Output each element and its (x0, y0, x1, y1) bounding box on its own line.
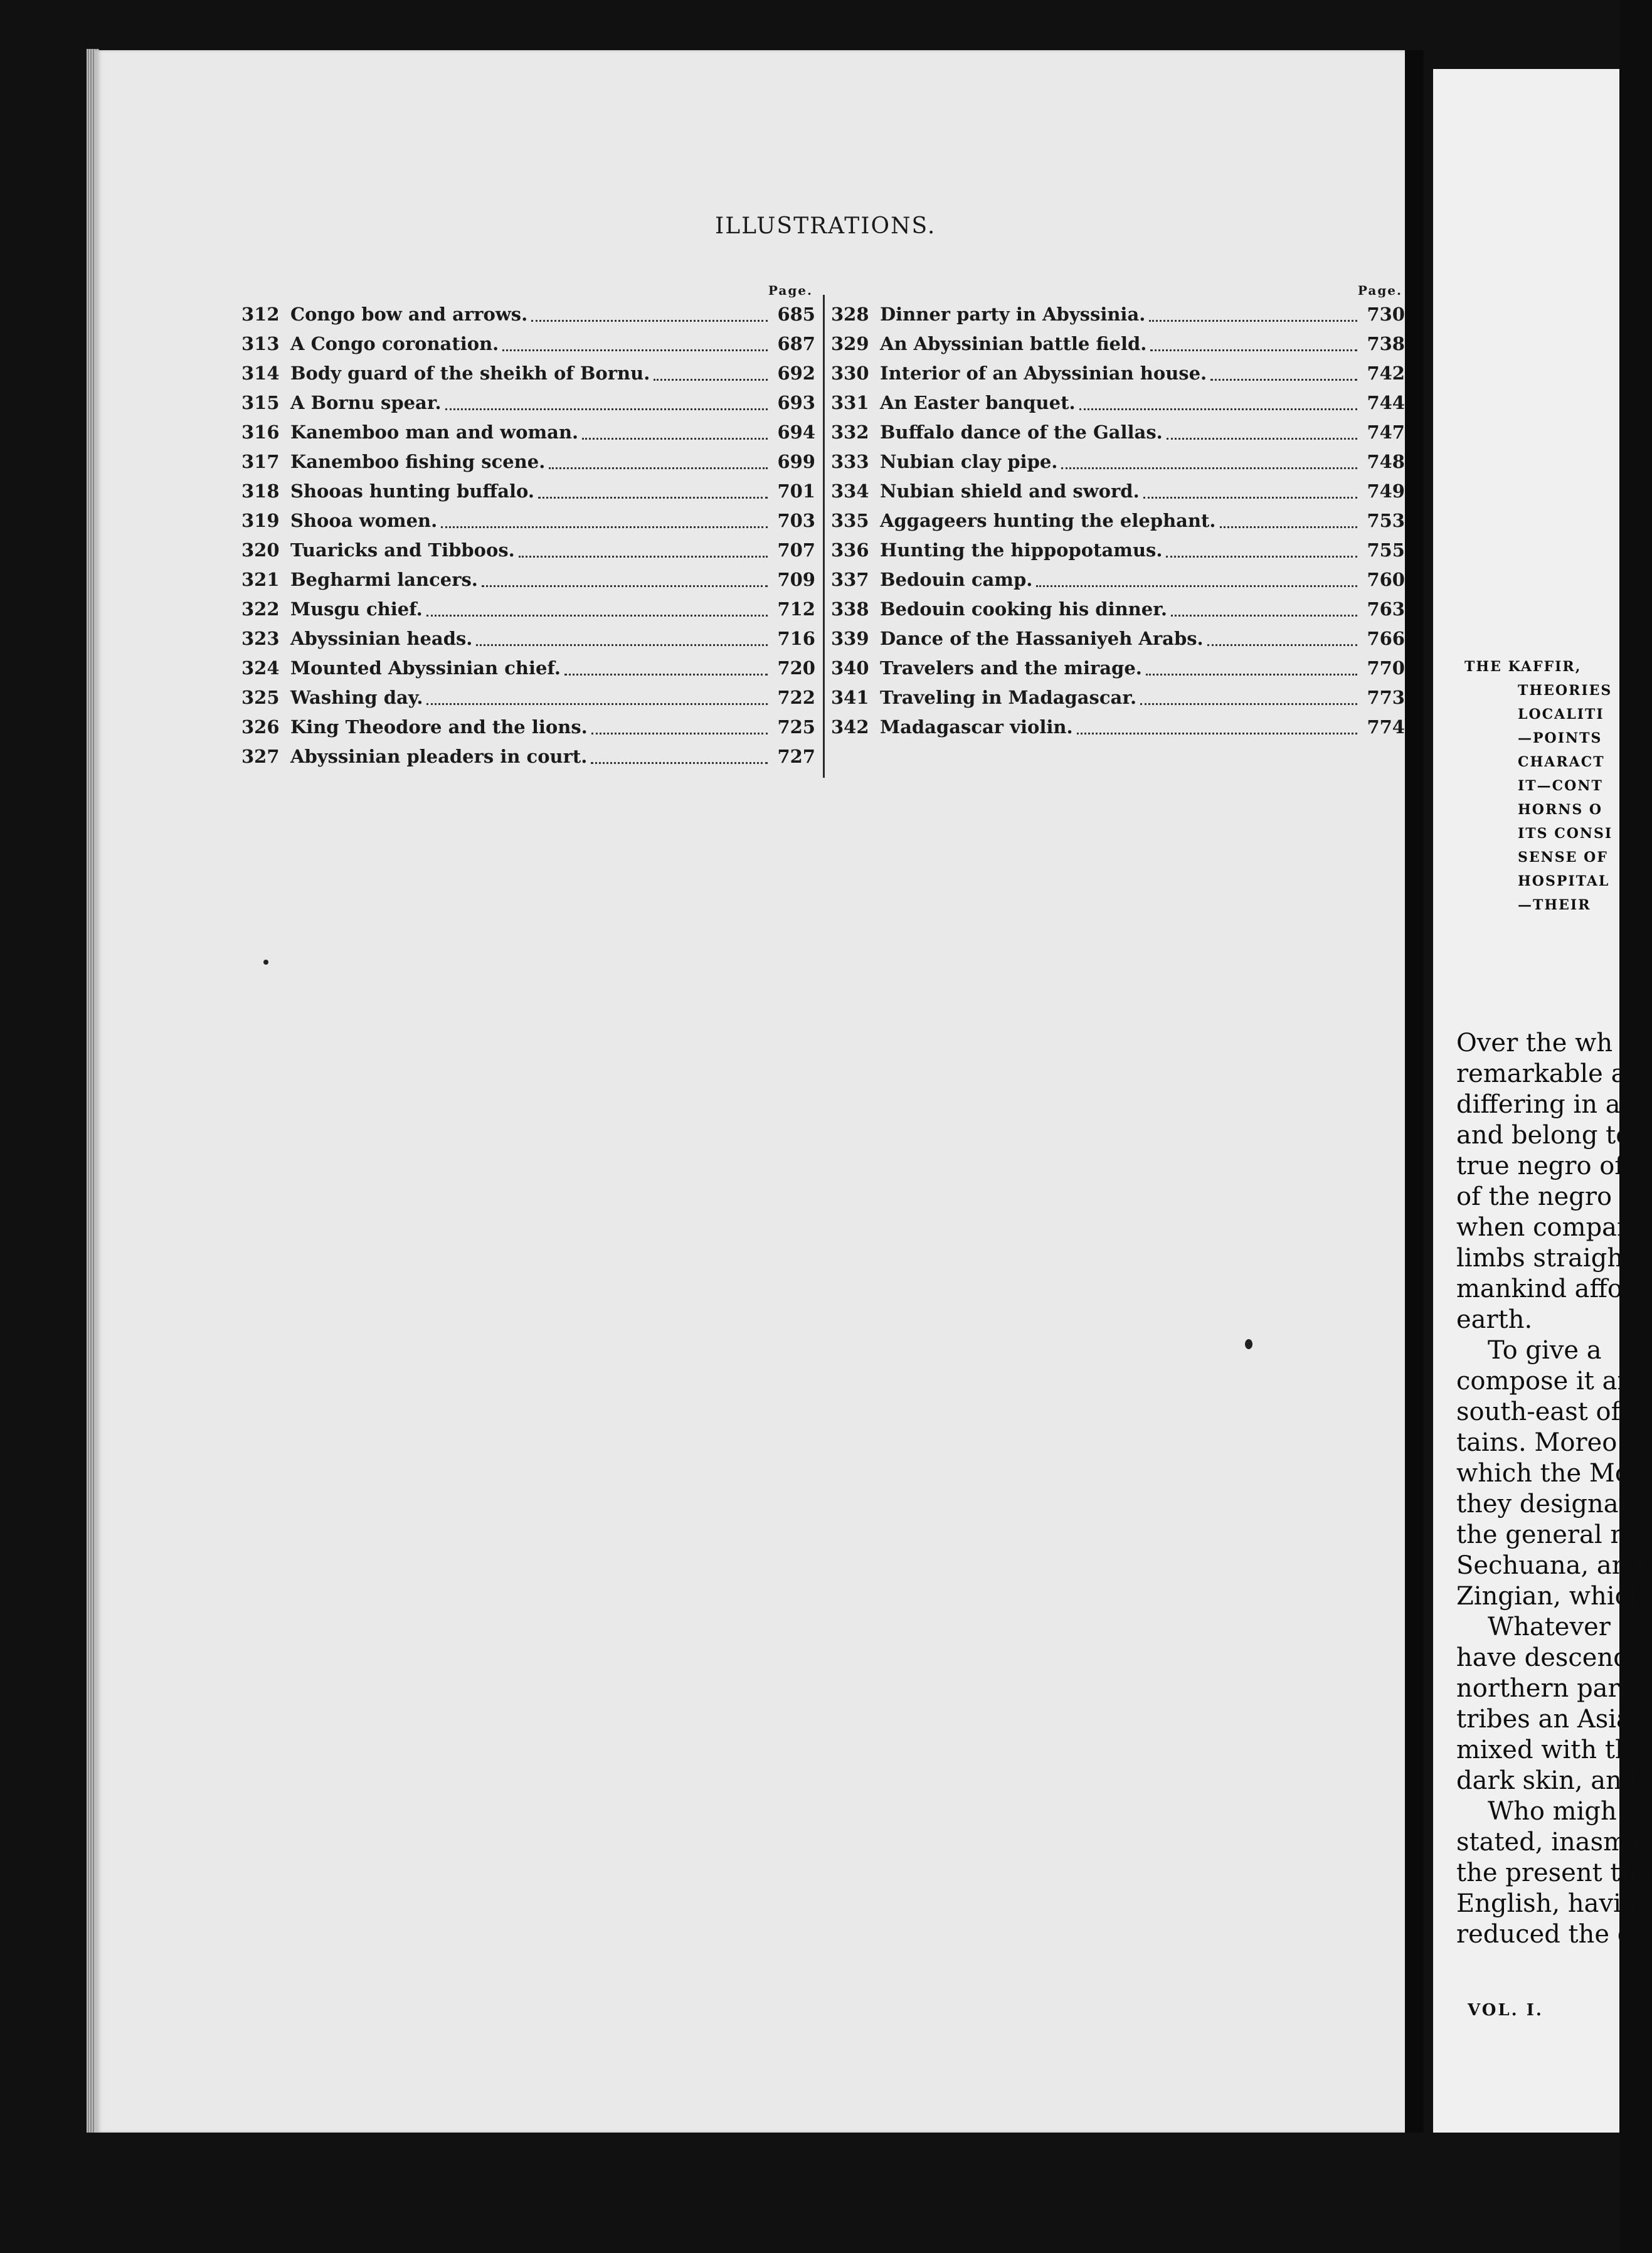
illustration-title: A Congo coronation. (290, 333, 499, 354)
body-line: Over the wh (1456, 1029, 1613, 1058)
volume-footer: VOL. I. (1468, 2001, 1543, 2020)
illustration-entry (831, 359, 1405, 388)
dot-leader (591, 733, 768, 734)
body-line: differing in a (1456, 1090, 1621, 1119)
body-line: the present tim (1456, 1858, 1652, 1887)
body-line: To give a (1488, 1336, 1602, 1365)
illustration-entry (241, 447, 815, 477)
dot-leader (1149, 320, 1357, 322)
illustration-page: 747 (1367, 421, 1405, 443)
body-line: south-east of (1456, 1397, 1621, 1426)
illustration-title: Begharmi lancers. (290, 569, 478, 590)
illustration-entry (831, 447, 1405, 477)
scan-speck (1245, 1339, 1252, 1349)
illustration-title: Shooa women. (290, 510, 438, 531)
illustration-title: Bedouin camp. (880, 569, 1033, 590)
illustration-title: Bedouin cooking his dinner. (880, 598, 1167, 620)
illustration-entry (241, 713, 815, 742)
illustration-title: Shooas hunting buffalo. (290, 480, 534, 502)
illustration-number: 319 (241, 510, 280, 531)
illustration-page: 712 (777, 598, 815, 620)
illustration-number: 323 (241, 628, 280, 649)
body-line: Who migh (1488, 1797, 1617, 1826)
body-line: have descende (1456, 1643, 1644, 1672)
illustration-page: 692 (777, 363, 815, 384)
body-line: English, havin (1456, 1889, 1638, 1918)
illustration-entry (241, 300, 815, 329)
summary-line: IT—CONT (1518, 778, 1603, 794)
illustration-number: 331 (831, 392, 869, 413)
illustration-entry (831, 477, 1405, 506)
illustration-page: 766 (1367, 628, 1405, 649)
illustration-number: 328 (831, 304, 869, 325)
illustration-entry (241, 654, 815, 683)
illustration-title: Aggageers hunting the elephant. (880, 510, 1216, 531)
body-line: mankind affor (1456, 1275, 1635, 1303)
illustration-page: 699 (777, 451, 815, 472)
illustration-entry (831, 418, 1405, 447)
gutter (1405, 50, 1424, 2133)
illustration-title: Travelers and the mirage. (880, 657, 1142, 679)
chapter-heading: THE KAFFIR, (1464, 659, 1582, 675)
illustration-number: 333 (831, 451, 869, 472)
dot-leader (482, 585, 768, 587)
illustration-page: 725 (777, 716, 815, 738)
illustration-page: 693 (777, 392, 815, 413)
illustration-number: 341 (831, 687, 869, 708)
illustration-number: 326 (241, 716, 280, 738)
illustration-title: Nubian shield and sword. (880, 480, 1140, 502)
illustration-number: 332 (831, 421, 869, 443)
body-line: northern parts (1456, 1674, 1643, 1703)
illustration-entry (241, 536, 815, 565)
illustration-entry (831, 683, 1405, 713)
illustration-page: 738 (1367, 333, 1405, 354)
illustration-number: 334 (831, 480, 869, 502)
illustration-page: 703 (777, 510, 815, 531)
body-line: tribes an Asia (1456, 1705, 1631, 1734)
illustration-title: A Bornu spear. (290, 392, 442, 413)
summary-line: ITS CONSI (1518, 825, 1613, 842)
illustration-number: 337 (831, 569, 869, 590)
illustration-page: 707 (777, 539, 815, 561)
illustration-page: 749 (1367, 480, 1405, 502)
illustration-entry (241, 624, 815, 654)
page-column-header: Page. (1357, 283, 1402, 298)
illustration-page: 748 (1367, 451, 1405, 472)
page-column-header: Page. (768, 283, 813, 298)
summary-line: HOSPITAL (1518, 873, 1610, 889)
illustration-entry (831, 654, 1405, 683)
illustration-page: 701 (777, 480, 815, 502)
body-line: and belong to (1456, 1121, 1631, 1150)
illustration-page: 727 (777, 746, 815, 767)
illustration-entry (241, 595, 815, 624)
dot-leader (519, 556, 768, 558)
illustration-title: Body guard of the sheikh of Bornu. (290, 363, 650, 384)
illustration-title: Abyssinian pleaders in court. (290, 746, 588, 767)
dot-leader (564, 674, 768, 676)
illustration-entry (241, 683, 815, 713)
body-line: earth. (1456, 1305, 1533, 1334)
illustration-page: 720 (777, 657, 815, 679)
dot-leader (1143, 497, 1357, 499)
body-line: true negro of (1456, 1152, 1624, 1180)
illustration-number: 336 (831, 539, 869, 561)
body-line: remarkable a (1456, 1059, 1626, 1088)
dot-leader (1220, 526, 1357, 528)
dot-leader (1077, 733, 1357, 734)
illustration-page: 763 (1367, 598, 1405, 620)
illustration-page: 730 (1367, 304, 1405, 325)
dot-leader (1171, 615, 1357, 617)
illustration-page: 753 (1367, 510, 1405, 531)
illustration-entry (831, 624, 1405, 654)
body-line: tains. Moreo (1456, 1428, 1618, 1457)
illustration-title: Musgu chief. (290, 598, 423, 620)
illustration-page: 755 (1367, 539, 1405, 561)
illustration-title: Interior of an Abyssinian house. (880, 363, 1207, 384)
illustration-title: Kanemboo man and woman. (290, 421, 579, 443)
illustration-title: King Theodore and the lions. (290, 716, 588, 738)
illustration-page: 716 (777, 628, 815, 649)
summary-line: CHARACT (1518, 754, 1605, 770)
body-line: Sechuana, and (1456, 1551, 1644, 1580)
illustration-title: An Easter banquet. (880, 392, 1076, 413)
dot-leader (502, 349, 768, 351)
illustration-entry (831, 300, 1405, 329)
body-line: which the Mo (1456, 1459, 1630, 1488)
body-line: limbs straight (1456, 1244, 1634, 1273)
column-divider (823, 295, 825, 778)
dot-leader (1140, 703, 1357, 705)
illustration-entry (831, 388, 1405, 418)
illustration-number: 335 (831, 510, 869, 531)
illustration-page: 687 (777, 333, 815, 354)
body-line: the general n (1456, 1520, 1627, 1549)
illustration-number: 320 (241, 539, 280, 561)
body-line: compose it are (1456, 1367, 1644, 1396)
dot-leader (1150, 349, 1357, 351)
illustration-entry (241, 418, 815, 447)
illustration-title: An Abyssinian battle field. (880, 333, 1147, 354)
dot-leader (476, 644, 768, 646)
illustration-title: Abyssinian heads. (290, 628, 473, 649)
body-line: when compar (1456, 1213, 1629, 1242)
summary-line: HORNS O (1518, 802, 1603, 818)
illustration-page: 774 (1367, 716, 1405, 738)
dot-leader (582, 438, 768, 440)
dot-leader (445, 408, 768, 410)
summary-line: LOCALITI (1518, 706, 1604, 723)
illustration-page: 685 (777, 304, 815, 325)
dot-leader (426, 615, 768, 617)
body-line: mixed with th (1456, 1736, 1631, 1764)
dot-leader (441, 526, 768, 528)
body-line: dark skin, and (1456, 1766, 1638, 1795)
illustration-title: Buffalo dance of the Gallas. (880, 421, 1163, 443)
illustration-entry (241, 388, 815, 418)
illustration-title: Washing day. (290, 687, 423, 708)
illustration-entry (831, 713, 1405, 742)
illustration-title: Mounted Abyssinian chief. (290, 657, 561, 679)
summary-line: —POINTS (1518, 730, 1602, 746)
dot-leader (1061, 467, 1357, 469)
illustration-entry (241, 329, 815, 359)
illustrations-list-right (831, 281, 1405, 742)
illustration-number: 321 (241, 569, 280, 590)
illustration-number: 340 (831, 657, 869, 679)
dot-leader (426, 703, 768, 705)
illustration-number: 325 (241, 687, 280, 708)
illustration-page: 773 (1367, 687, 1405, 708)
illustration-entry (241, 742, 815, 771)
dot-leader (1167, 438, 1357, 440)
dot-leader (1210, 379, 1357, 381)
illustration-number: 329 (831, 333, 869, 354)
dot-leader (1207, 644, 1357, 646)
illustrations-list-left (241, 281, 815, 771)
summary-line: SENSE OF (1518, 849, 1608, 866)
illustration-number: 339 (831, 628, 869, 649)
illustration-number: 314 (241, 363, 280, 384)
illustration-page: 742 (1367, 363, 1405, 384)
illustration-title: Hunting the hippopotamus. (880, 539, 1163, 561)
illustration-number: 327 (241, 746, 280, 767)
illustration-page: 760 (1367, 569, 1405, 590)
body-line: of the negro ; (1456, 1182, 1629, 1211)
illustration-number: 316 (241, 421, 280, 443)
illustration-title: Tuaricks and Tibboos. (290, 539, 515, 561)
illustration-entry (831, 565, 1405, 595)
dot-leader (1166, 556, 1357, 558)
illustration-page: 722 (777, 687, 815, 708)
illustration-page: 694 (777, 421, 815, 443)
illustration-entry (831, 595, 1405, 624)
illustration-entry (241, 359, 815, 388)
dot-leader (531, 320, 768, 322)
illustration-number: 338 (831, 598, 869, 620)
illustration-entry (241, 506, 815, 536)
illustration-page: 709 (777, 569, 815, 590)
illustration-page: 770 (1367, 657, 1405, 679)
dot-leader (591, 762, 768, 764)
illustration-entry (831, 506, 1405, 536)
illustration-number: 324 (241, 657, 280, 679)
dot-leader (654, 379, 768, 381)
illustration-title: Nubian clay pipe. (880, 451, 1058, 472)
scan-speck (263, 960, 268, 965)
illustration-entry (241, 565, 815, 595)
illustration-page: 744 (1367, 392, 1405, 413)
illustration-entry (831, 536, 1405, 565)
illustration-number: 342 (831, 716, 869, 738)
illustration-title: Dinner party in Abyssinia. (880, 304, 1146, 325)
dot-leader (1036, 585, 1357, 587)
dot-leader (1146, 674, 1357, 676)
body-line: Whatever (1488, 1613, 1611, 1641)
illustration-entry (831, 329, 1405, 359)
illustration-number: 313 (241, 333, 280, 354)
illustration-title: Kanemboo fishing scene. (290, 451, 546, 472)
illustration-number: 315 (241, 392, 280, 413)
illustration-number: 317 (241, 451, 280, 472)
illustration-entry (241, 477, 815, 506)
dot-leader (1079, 408, 1357, 410)
dot-leader (549, 467, 768, 469)
illustration-number: 312 (241, 304, 280, 325)
summary-line: THEORIES (1518, 682, 1612, 699)
illustration-title: Dance of the Hassaniyeh Arabs. (880, 628, 1204, 649)
illustration-number: 318 (241, 480, 280, 502)
body-line: reduced the d (1456, 1920, 1634, 1949)
illustration-title: Madagascar violin. (880, 716, 1073, 738)
illustration-number: 322 (241, 598, 280, 620)
body-line: they designate (1456, 1490, 1644, 1519)
summary-line: —THEIR (1518, 897, 1591, 913)
body-line: stated, inasmu (1456, 1828, 1643, 1857)
illustration-number: 330 (831, 363, 869, 384)
illustration-title: Traveling in Madagascar. (880, 687, 1137, 708)
dot-leader (538, 497, 768, 499)
illustration-title: Congo bow and arrows. (290, 304, 528, 325)
body-line: Zingian, which (1456, 1582, 1645, 1611)
